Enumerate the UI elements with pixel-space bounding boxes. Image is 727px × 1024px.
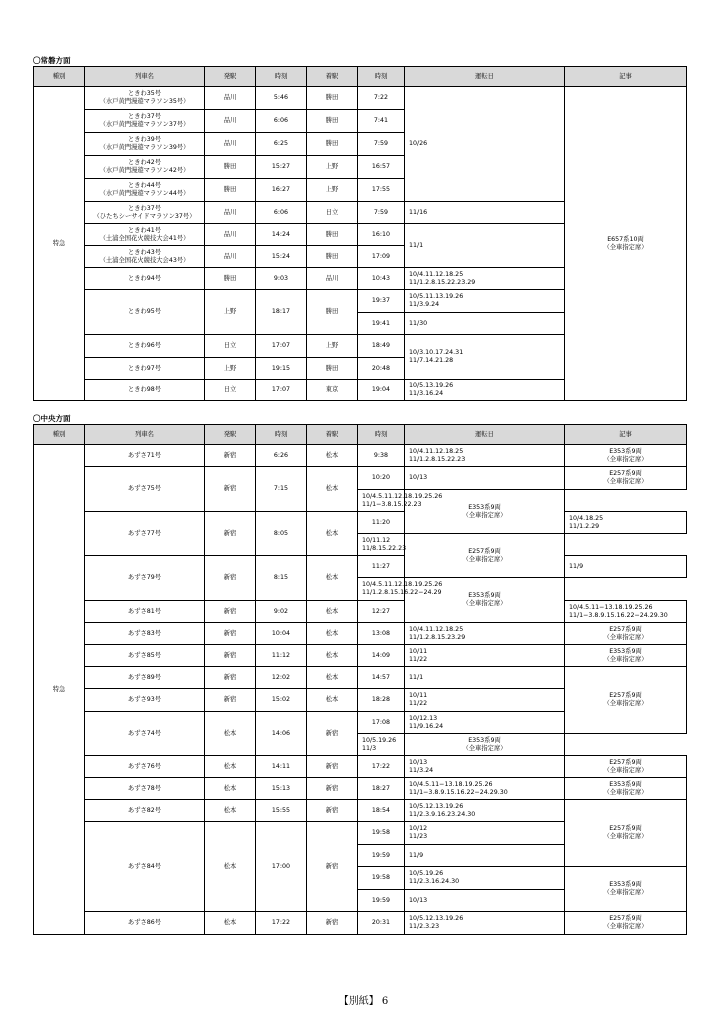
arrival-time: 9:38 — [358, 445, 405, 467]
train-name: ときわ97号 — [85, 358, 205, 380]
header-arr-station: 着駅 — [307, 425, 358, 445]
train-name: あずさ76号 — [85, 756, 205, 778]
arrival-station: 勝田 — [307, 246, 358, 268]
arrival-station: 松本 — [307, 667, 358, 689]
operating-days: 10/4.5.11.12.18.19.25.26 11/1.2.8.15.16.22−24.29 — [358, 578, 405, 601]
train-type: 特急 — [34, 87, 85, 401]
operating-days: 10/5.19.26 11/3 — [358, 734, 405, 756]
departure-time: 15:24 — [256, 246, 307, 268]
departure-station: 新宿 — [205, 512, 256, 556]
arrival-time: 16:10 — [358, 224, 405, 246]
operating-days: 10/4.5.11−13.18.19.25.26 11/1−3.8.9.15.16.22−24.29.30 — [405, 778, 565, 800]
header-notes: 記事 — [565, 67, 687, 87]
arrival-time: 18:27 — [358, 778, 405, 800]
departure-station: 品川 — [205, 202, 256, 224]
departure-time: 6:06 — [256, 202, 307, 224]
table-row — [34, 512, 687, 534]
operating-days: 10/4.11.12.18.25 11/1.2.8.15.23.29 — [405, 623, 565, 645]
table-row — [34, 756, 687, 778]
arrival-station: 新宿 — [307, 712, 358, 756]
arrival-time: 19:58 — [358, 867, 405, 890]
arrival-station: 勝田 — [307, 224, 358, 246]
train-type: 特急 — [34, 445, 85, 935]
train-name: ときわ95号 — [85, 290, 205, 335]
departure-time: 15:02 — [256, 689, 307, 712]
arrival-time: 19:59 — [358, 890, 405, 912]
arrival-station: 上野 — [307, 156, 358, 179]
operating-days: 10/11 11/22 — [405, 645, 565, 667]
train-notes: E353系9両 （全車指定席） — [565, 445, 687, 467]
operating-days: 11/9 — [565, 556, 687, 578]
departure-time: 12:02 — [256, 667, 307, 689]
train-name: あずさ85号 — [85, 645, 205, 667]
operating-days: 10/4.18.25 11/1.2.29 — [565, 512, 687, 534]
train-name: あずさ78号 — [85, 778, 205, 800]
arrival-station: 松本 — [307, 556, 358, 601]
arrival-station: 松本 — [307, 601, 358, 623]
departure-station: 品川 — [205, 246, 256, 268]
operating-days: 10/26 — [405, 87, 565, 202]
operating-days: 10/13 11/3.24 — [405, 756, 565, 778]
arrival-time: 20:31 — [358, 912, 405, 935]
header-dep-time: 時刻 — [256, 425, 307, 445]
departure-time: 17:07 — [256, 380, 307, 401]
arrival-time: 14:57 — [358, 667, 405, 689]
header-train: 列車名 — [85, 425, 205, 445]
arrival-station: 松本 — [307, 467, 358, 512]
departure-station: 新宿 — [205, 689, 256, 712]
train-name: あずさ84号 — [85, 822, 205, 912]
train-notes: E353系9両 （全車指定席） — [405, 490, 565, 534]
arrival-time: 19:04 — [358, 380, 405, 401]
train-notes: E353系9両 （全車指定席） — [405, 578, 565, 623]
departure-station: 松本 — [205, 778, 256, 800]
operating-days: 11/1 — [405, 224, 565, 268]
departure-time: 6:06 — [256, 110, 307, 133]
header-train: 列車名 — [85, 67, 205, 87]
arrival-time: 7:59 — [358, 133, 405, 156]
arrival-time: 17:09 — [358, 246, 405, 268]
train-name: ときわ94号 — [85, 268, 205, 290]
header-type: 種別 — [34, 425, 85, 445]
train-name: ときわ44号 （水戸黄門漫遊マラソン44号） — [85, 179, 205, 202]
operating-days: 11/30 — [405, 313, 565, 335]
departure-time: 17:22 — [256, 912, 307, 935]
arrival-station: 松本 — [307, 689, 358, 712]
train-notes: E353系9両 （全車指定席） — [565, 778, 687, 800]
departure-time: 5:46 — [256, 87, 307, 110]
table-row — [34, 912, 687, 935]
operating-days: 10/12 11/23 — [405, 822, 565, 845]
table-row — [34, 778, 687, 800]
departure-time: 6:26 — [256, 445, 307, 467]
page-footer: 【別紙】 6 — [338, 996, 389, 1007]
joban-timetable — [33, 66, 687, 401]
table-row — [34, 556, 687, 578]
train-notes: E353系9両 （全車指定席） — [405, 734, 565, 756]
departure-time: 14:11 — [256, 756, 307, 778]
train-name: ときわ42号 （水戸黄門漫遊マラソン42号） — [85, 156, 205, 179]
header-arr-time: 時刻 — [358, 67, 405, 87]
arrival-station: 勝田 — [307, 133, 358, 156]
train-name: ときわ98号 — [85, 380, 205, 401]
train-name: ときわ37号 （ひたちシーサイドマラソン37号） — [85, 202, 205, 224]
arrival-time: 18:28 — [358, 689, 405, 712]
departure-time: 11:12 — [256, 645, 307, 667]
operating-days: 10/4.11.12.18.25 11/1.2.8.15.22.23 — [405, 445, 565, 467]
operating-days: 11/9 — [405, 845, 565, 867]
operating-days: 10/11.12 11/8.15.22.23 — [358, 534, 405, 556]
arrival-station: 東京 — [307, 380, 358, 401]
departure-station: 勝田 — [205, 179, 256, 202]
departure-station: 品川 — [205, 133, 256, 156]
departure-station: 新宿 — [205, 445, 256, 467]
header-days: 運転日 — [405, 425, 565, 445]
arrival-station: 新宿 — [307, 778, 358, 800]
arrival-station: 勝田 — [307, 110, 358, 133]
arrival-station: 勝田 — [307, 358, 358, 380]
train-name: ときわ39号 （水戸黄門漫遊マラソン39号） — [85, 133, 205, 156]
departure-time: 8:15 — [256, 556, 307, 601]
header-notes: 記事 — [565, 425, 687, 445]
arrival-time: 11:27 — [358, 556, 405, 578]
operating-days: 10/5.11.13.19.26 11/3.9.24 — [405, 290, 565, 313]
arrival-time: 16:57 — [358, 156, 405, 179]
chuo-section-title: 〇中央方面 — [33, 414, 71, 423]
table-row — [34, 800, 687, 822]
table-row — [34, 445, 687, 467]
train-notes: E257系9両 （全車指定席） — [565, 912, 687, 935]
train-name: あずさ79号 — [85, 556, 205, 601]
departure-station: 上野 — [205, 358, 256, 380]
train-notes: E257系9両 （全車指定席） — [565, 800, 687, 867]
arrival-station: 松本 — [307, 623, 358, 645]
train-name: ときわ96号 — [85, 335, 205, 358]
operating-days: 10/3.10.17.24.31 11/7.14.21.28 — [405, 335, 565, 380]
departure-time: 17:00 — [256, 822, 307, 912]
departure-time: 14:06 — [256, 712, 307, 756]
train-name: あずさ71号 — [85, 445, 205, 467]
header-dep-station: 発駅 — [205, 67, 256, 87]
table-row — [34, 667, 687, 689]
table-row — [34, 601, 687, 623]
header-row — [34, 425, 687, 445]
arrival-station: 新宿 — [307, 822, 358, 912]
departure-station: 新宿 — [205, 645, 256, 667]
chuo-timetable — [33, 424, 687, 935]
arrival-time: 20:48 — [358, 358, 405, 380]
arrival-time: 18:49 — [358, 335, 405, 358]
arrival-time: 17:22 — [358, 756, 405, 778]
departure-time: 16:27 — [256, 179, 307, 202]
operating-days: 11/1 — [405, 667, 565, 689]
train-name: あずさ86号 — [85, 912, 205, 935]
header-arr-time: 時刻 — [358, 425, 405, 445]
departure-station: 上野 — [205, 290, 256, 335]
arrival-time: 18:54 — [358, 800, 405, 822]
arrival-time: 7:22 — [358, 87, 405, 110]
departure-station: 新宿 — [205, 667, 256, 689]
departure-time: 6:25 — [256, 133, 307, 156]
departure-station: 品川 — [205, 224, 256, 246]
train-name: あずさ74号 — [85, 712, 205, 756]
train-notes: E353系9両 （全車指定席） — [565, 867, 687, 912]
header-dep-time: 時刻 — [256, 67, 307, 87]
arrival-station: 松本 — [307, 645, 358, 667]
departure-station: 新宿 — [205, 467, 256, 512]
train-notes: E257系9両 （全車指定席） — [565, 623, 687, 645]
departure-station: 松本 — [205, 756, 256, 778]
arrival-time: 17:55 — [358, 179, 405, 202]
arrival-station: 勝田 — [307, 87, 358, 110]
arrival-time: 19:41 — [358, 313, 405, 335]
arrival-station: 松本 — [307, 445, 358, 467]
arrival-time: 14:09 — [358, 645, 405, 667]
train-notes: E257系9両 （全車指定席） — [565, 667, 687, 734]
arrival-time: 11:20 — [358, 512, 405, 534]
arrival-time: 13:08 — [358, 623, 405, 645]
train-name: あずさ75号 — [85, 467, 205, 512]
departure-station: 新宿 — [205, 601, 256, 623]
header-days: 運転日 — [405, 67, 565, 87]
arrival-station: 品川 — [307, 268, 358, 290]
departure-time: 15:55 — [256, 800, 307, 822]
train-name: あずさ89号 — [85, 667, 205, 689]
departure-time: 9:02 — [256, 601, 307, 623]
arrival-station: 上野 — [307, 179, 358, 202]
departure-station: 松本 — [205, 822, 256, 912]
train-name: あずさ83号 — [85, 623, 205, 645]
train-name: あずさ77号 — [85, 512, 205, 556]
arrival-station: 日立 — [307, 202, 358, 224]
departure-station: 松本 — [205, 912, 256, 935]
arrival-station: 上野 — [307, 335, 358, 358]
table-row — [34, 623, 687, 645]
table-row — [34, 645, 687, 667]
departure-station: 品川 — [205, 110, 256, 133]
departure-time: 7:15 — [256, 467, 307, 512]
arrival-time: 10:43 — [358, 268, 405, 290]
operating-days: 10/4.5.11−13.18.19.25.26 11/1−3.8.9.15.16.22−24.29.30 — [565, 601, 687, 623]
departure-time: 15:13 — [256, 778, 307, 800]
train-name: ときわ37号 （水戸黄門漫遊マラソン37号） — [85, 110, 205, 133]
train-notes: E353系9両 （全車指定席） — [565, 645, 687, 667]
operating-days: 10/5.19.26 11/2.3.16.24.30 — [405, 867, 565, 890]
train-name: あずさ93号 — [85, 689, 205, 712]
table-row — [34, 467, 687, 490]
header-dep-station: 発駅 — [205, 425, 256, 445]
operating-days: 10/11 11/22 — [405, 689, 565, 712]
train-notes: E257系9両 （全車指定席） — [405, 534, 565, 578]
operating-days: 10/5.12.13.19.26 11/2.3.9.16.23.24.30 — [405, 800, 565, 822]
departure-time: 19:15 — [256, 358, 307, 380]
departure-station: 新宿 — [205, 556, 256, 601]
operating-days: 10/13 — [405, 467, 565, 490]
operating-days: 10/4.5.11.12.18.19.25.26 11/1−3.8.15.22.23 — [358, 490, 405, 512]
train-name: ときわ43号 （土浦全国花火競技大会43号） — [85, 246, 205, 268]
departure-time: 14:24 — [256, 224, 307, 246]
header-type: 種別 — [34, 67, 85, 87]
arrival-station: 新宿 — [307, 912, 358, 935]
operating-days: 10/12.13 11/9.16.24 — [405, 712, 565, 734]
departure-station: 品川 — [205, 87, 256, 110]
operating-days: 10/13 — [405, 890, 565, 912]
arrival-time: 19:37 — [358, 290, 405, 313]
departure-station: 日立 — [205, 380, 256, 401]
train-notes: E257系9両 （全車指定席） — [565, 756, 687, 778]
joban-section-title: 〇常磐方面 — [33, 56, 71, 65]
train-name: あずさ82号 — [85, 800, 205, 822]
departure-station: 松本 — [205, 800, 256, 822]
arrival-time: 19:59 — [358, 845, 405, 867]
train-name: ときわ41号 （土浦全国花火競技大会41号） — [85, 224, 205, 246]
departure-station: 勝田 — [205, 268, 256, 290]
departure-time: 10:04 — [256, 623, 307, 645]
operating-days: 10/4.11.12.18.25 11/1.2.8.15.22.23.29 — [405, 268, 565, 290]
train-name: ときわ35号 （水戸黄門漫遊マラソン35号） — [85, 87, 205, 110]
train-name: あずさ81号 — [85, 601, 205, 623]
departure-time: 18:17 — [256, 290, 307, 335]
header-arr-station: 着駅 — [307, 67, 358, 87]
operating-days: 11/16 — [405, 202, 565, 224]
arrival-station: 松本 — [307, 512, 358, 556]
arrival-station: 勝田 — [307, 290, 358, 335]
arrival-time: 17:08 — [358, 712, 405, 734]
departure-station: 松本 — [205, 712, 256, 756]
operating-days: 10/5.13.19.26 11/3.16.24 — [405, 380, 565, 401]
departure-station: 勝田 — [205, 156, 256, 179]
header-row — [34, 67, 687, 87]
departure-station: 新宿 — [205, 623, 256, 645]
arrival-station: 新宿 — [307, 800, 358, 822]
arrival-time: 19:58 — [358, 822, 405, 845]
table-row — [34, 87, 687, 110]
operating-days: 10/5.12.13.19.26 11/2.3.23 — [405, 912, 565, 935]
arrival-time: 7:41 — [358, 110, 405, 133]
train-notes: E657系10両 （全車指定席） — [565, 87, 687, 401]
train-notes: E257系9両 （全車指定席） — [565, 467, 687, 490]
arrival-time: 12:27 — [358, 601, 405, 623]
arrival-time: 10:20 — [358, 467, 405, 490]
arrival-station: 新宿 — [307, 756, 358, 778]
departure-time: 17:07 — [256, 335, 307, 358]
departure-time: 8:05 — [256, 512, 307, 556]
departure-time: 15:27 — [256, 156, 307, 179]
arrival-time: 7:59 — [358, 202, 405, 224]
departure-station: 日立 — [205, 335, 256, 358]
departure-time: 9:03 — [256, 268, 307, 290]
